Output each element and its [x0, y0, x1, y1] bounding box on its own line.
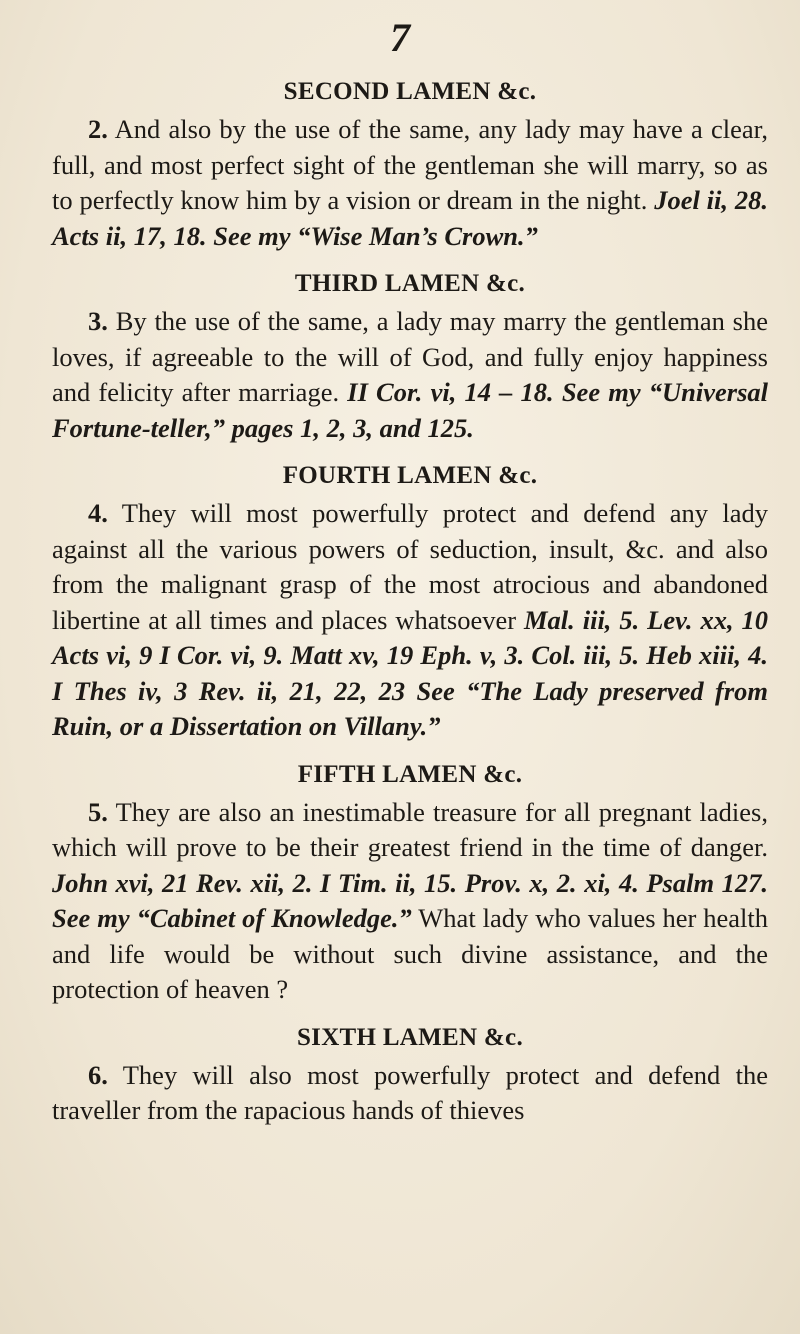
scripture-references: John xvi, 21 Rev. xii, 2. I Tim. ii, 15. Prov. x, 2. xi, 4. Psalm 127.	[52, 867, 768, 898]
see-note: See my	[561, 377, 641, 407]
book-title: “Wise Man’s Crown.”	[297, 220, 538, 251]
paragraph-sixth	[52, 1058, 768, 1129]
paragraph-text: They are also an inestimable treasure for all pregnant ladies, which will prove to be their greatest friend in the time of danger.	[52, 796, 768, 862]
see-note: See	[416, 675, 455, 706]
book-title: “The Lady preserved from Ruin, or a Dissertation on Villany.”	[52, 675, 769, 741]
paragraph-number: 5.	[88, 796, 108, 827]
paragraph-text: They will also most powerfully protect and defend the traveller from the rapacious hands of thieves	[52, 1059, 768, 1125]
see-note: See my	[52, 903, 130, 933]
see-note: See my	[213, 220, 291, 251]
paragraph-fourth	[52, 496, 768, 745]
paragraph-number: 3.	[88, 306, 108, 336]
scripture-references: Mal. iii, 5. Lev. xx, 10 Acts vi, 9 I Cor. vi, 9. Matt xv, 19 Eph. v, 3. Col. iii, 5. Heb xiii, 4. I Thes iv, 3 Rev. ii, 21, 22, 23	[52, 604, 768, 706]
section-heading-third: THIRD LAMEN &c.	[294, 270, 526, 297]
paragraph-number: 2.	[88, 114, 108, 144]
book-title: “Cabinet of Knowledge.”	[136, 903, 412, 933]
paragraph-fifth	[52, 795, 768, 1008]
page-number: 7	[390, 15, 410, 60]
paragraph-number: 6.	[88, 1059, 108, 1090]
scripture-references: Joel ii, 28. Acts ii, 17, 18.	[52, 185, 768, 251]
section-heading-sixth: SIXTH LAMEN &c.	[296, 1023, 524, 1051]
paragraph-text-after: What lady who values her health and life would be without such divine assistance, and the protection of heaven ?	[52, 903, 769, 1004]
paragraph-text: By the use of the same, a lady may marry the gentleman she loves, if agreeable to the will of God, and fully enjoy happiness and felicity after marriage.	[52, 306, 769, 407]
section-heading-fifth: FIFTH LAMEN &c.	[297, 760, 523, 788]
page-content	[52, 78, 768, 1145]
paragraph-text: They will most powerfully protect and defend any lady against all the various powers of seduction, insult, &c. and also from the malignant grasp of the most atrocious and abandoned libertine at all times and places whatsoever	[52, 498, 768, 635]
scripture-references: II Cor. vi, 14 – 18.	[347, 377, 554, 407]
paragraph-text: And also by the use of the same, any lady may have a clear, full, and most perfect sight of the gentleman she will marry, so as to perfectly know him by a vision or dream in the night.	[52, 114, 768, 215]
book-title: “Universal Fortune-teller,” pages 1, 2, 3, and 125.	[52, 377, 769, 443]
section-heading-fourth: FOURTH LAMEN &c.	[282, 462, 538, 489]
paragraph-second	[52, 112, 768, 254]
section-heading-second: SECOND LAMEN &c.	[283, 78, 537, 105]
paragraph-third	[52, 304, 768, 446]
paragraph-number: 4.	[88, 498, 108, 528]
